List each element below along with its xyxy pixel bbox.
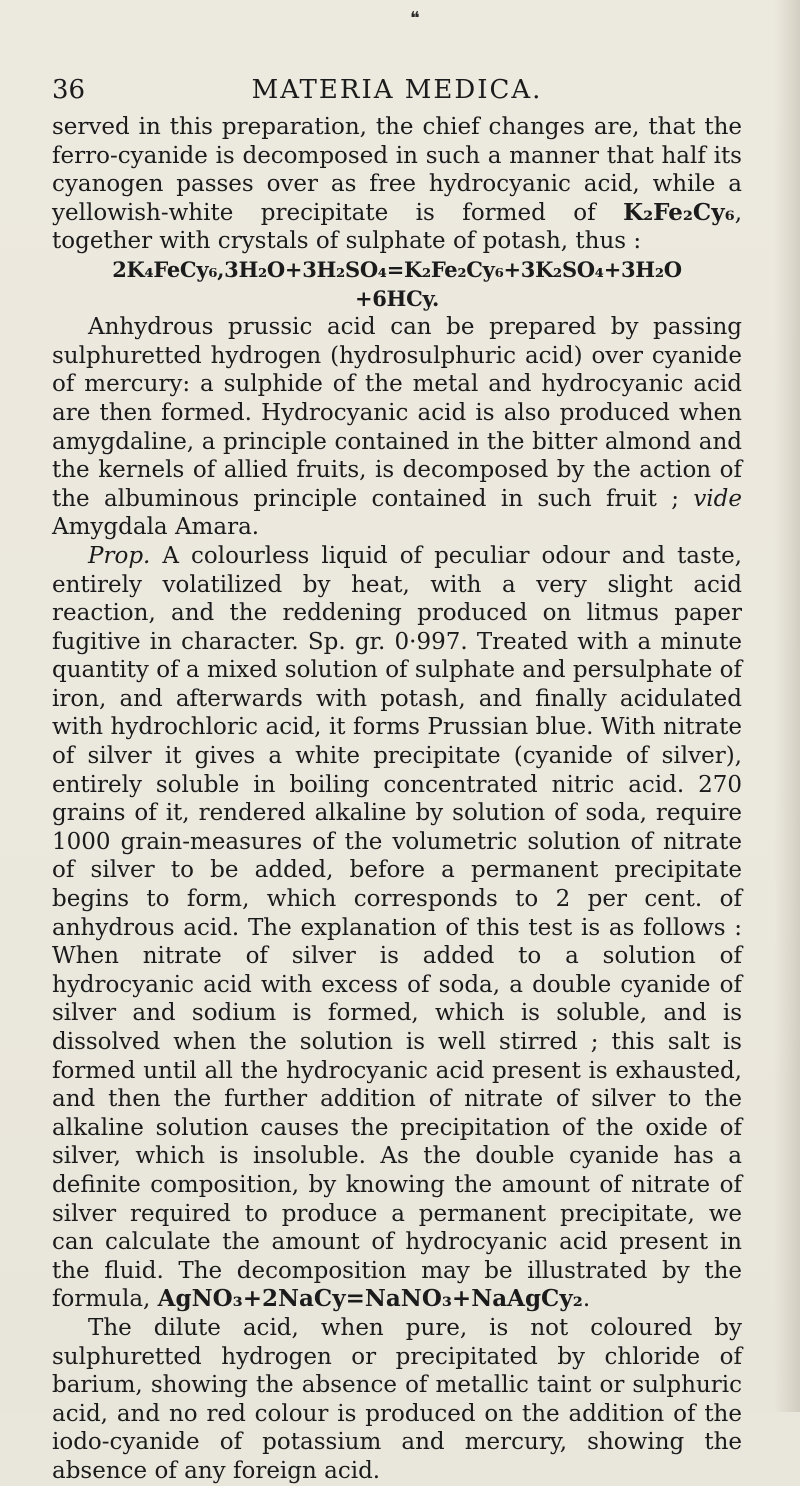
paragraph-3-text-b: .	[582, 1286, 591, 1313]
paragraph-2-text-b: Amygdala Amara.	[52, 514, 260, 541]
page-header	[52, 70, 742, 110]
vide-reference: vide	[693, 485, 742, 512]
paragraph-1-text-a: served in this preparation, the chief changes are, that the ferro-cyanide is decomposed in such a manner that half its cyanogen passes over as free hydrocyanic acid, while a yellowish-white precipitate is formed of	[52, 114, 742, 226]
print-mark-icon: ❝	[410, 8, 420, 29]
inline-formula-precipitate: K₂Fe₂Cy₆	[623, 198, 735, 226]
paragraph-2	[52, 313, 742, 542]
paragraph-2-text-a: Anhydrous prussic acid can be prepared by passing sulphuretted hydrogen (hydrosulphuric acid) over cyanide of mercury: a sulphide of the metal and hydrocyanic acid are then formed. Hydrocyanic acid is also produced when amygdaline, a principle contained in the bitter almond and the kernels of allied fruits, is decomposed by the action of the albuminous principle contained in such fruit ;	[52, 314, 742, 512]
page-edge-shadow	[774, 0, 800, 1412]
chemical-equation-line-2: +6HCy.	[354, 285, 440, 311]
page-number: 36	[52, 75, 86, 105]
paragraph-3	[52, 542, 742, 1314]
paragraph-1-text-b: , together with crystals of sulphate of potash, thus :	[52, 199, 742, 255]
paragraph-1	[52, 113, 742, 256]
paragraph-3-text-a: A colourless liquid of peculiar odour and taste, entirely volatilized by heat, with a very slight acid reaction, and the reddening produced on litmus paper fugitive in character. Sp. gr. 0·997. Treated with a minute quantity of a mixed solution of sulphate and persulphate of iron, and afterwards with potash, and finally acidulated with hydrochloric acid, it forms Prussian blue. With nitrate of silver it gives a white precipitate (cyanide of silver), entirely soluble in boiling concentrated nitric acid. 270 grains of it, rendered alkaline by solution of soda, require 1000 grain-measures of the volumetric solution of nitrate of silver to be added, before a permanent precipitate begins to form, which corresponds to 2 per cent. of anhydrous acid. The explanation of this test is as follows : When nitrate of silver is added to a solution of hydrocyanic acid with excess of soda, a double cyanide of silver and sodium is formed, which is soluble, and is dissolved when the solution is well stirred ; this salt is formed until all the hydrocyanic acid present is exhausted, and then the further addition of nitrate of silver to the alkaline solution causes the precipitation of the oxide of silver, which is insoluble. As the double cyanide has a definite composition, by knowing the amount of nitrate of silver required to produce a permanent precipitate, we can calculate the amount of hydrocyanic acid present in the fluid. The decomposition may be illustrated by the formula,	[52, 542, 742, 1313]
paragraph-4: The dilute acid, when pure, is not coloured by sulphuretted hydrogen or precipitated by chloride of barium, showing the absence of metallic taint or sulphuric acid, and no red colour is produced on the addition of the iodo-cyanide of potassium and mercury, showing the absence of any foreign acid.	[52, 1314, 742, 1484]
body-text	[52, 113, 742, 1486]
inline-formula-silver: AgNO₃+2NaCy=NaNO₃+NaAgCy₂	[157, 1285, 583, 1313]
prop-label: Prop.	[88, 542, 151, 569]
chemical-equation-line-1: 2K₄FeCy₆,3H₂O+3H₂SO₄=K₂Fe₂Cy₆+3K₂SO₄+3H₂O	[112, 256, 682, 282]
running-title: MATERIA MEDICA.	[251, 75, 543, 105]
